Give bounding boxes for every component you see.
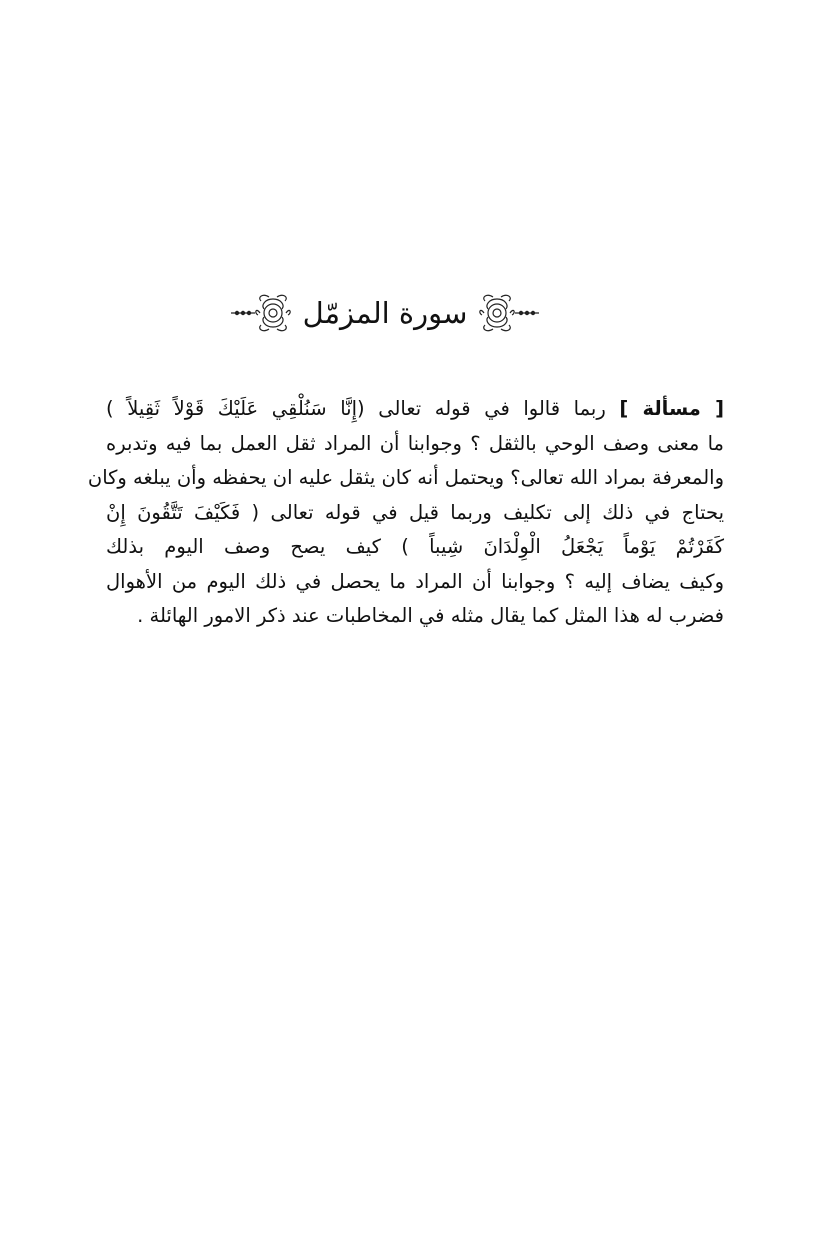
question-label: [ مسألة ]: [619, 397, 724, 420]
text-line-7: فضرب له هذا المثل كما يقال مثله في المخاطبات عند ذكر الامور الهائلة .: [137, 604, 724, 627]
body-paragraph: [87, 392, 724, 634]
text-line-5: كَفَرْتُمْ يَوْماً يَجْعَلُ الْوِلْدَانَ شِيباً ) كيف يصح وصف اليوم بذلك: [106, 535, 724, 558]
right-floral-ornament-icon: [475, 291, 541, 335]
text-line-1-content: ربما قالوا في قوله تعالى (إِنَّا سَنُلْقِي عَلَيْكَ قَوْلاً ثَقِيلاً ): [106, 397, 606, 420]
left-floral-ornament-icon: [229, 291, 295, 335]
sura-heading: [240, 282, 530, 344]
text-line-4: يحتاج في ذلك إلى تكليف وربما قيل في قوله تعالى ( فَكَيْفَ تَتَّقُونَ إِنْ: [106, 500, 724, 524]
text-line-2: ما معنى وصف الوحي بالثقل ؟ وجوابنا أن المراد ثقل العمل بما فيه وتدبره: [106, 431, 724, 455]
text-line-1: [106, 392, 724, 427]
sura-title: سورة المزمّل: [302, 295, 468, 330]
text-line-6: وكيف يضاف إليه ؟ وجوابنا أن المراد ما يحصل في ذلك اليوم من الأهوال: [106, 569, 724, 593]
text-line-3: والمعرفة بمراد الله تعالى؟ ويحتمل أنه كان يثقل عليه ان يحفظه وأن يبلغه وكان: [87, 466, 724, 489]
